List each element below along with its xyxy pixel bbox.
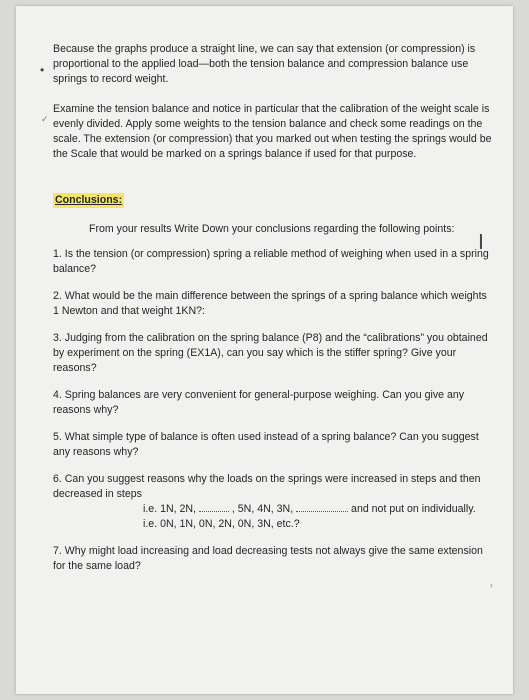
conclusions-intro: From your results Write Down your conclusions regarding the following points:	[89, 223, 455, 235]
q6-blank-1	[199, 511, 229, 512]
question-4: 4. Spring balances are very convenient for general-purpose weighing. Can you give any reasons why?	[53, 389, 465, 416]
question-2: 2. What would be the main difference between the springs of a spring balance which weights 1 Newton and that weight 1KN?:	[53, 290, 487, 317]
bullet-mark: •	[40, 63, 45, 77]
check-mark-icon: ✓	[41, 114, 49, 124]
text-cursor-icon: I	[478, 230, 484, 254]
question-6: 6. Can you suggest reasons why the loads on the springs were increased in steps and then decreased in steps	[53, 473, 481, 500]
q6-line1-middle: , 5N, 4N, 3N,	[231, 503, 294, 515]
conclusions-heading: Conclusions:	[55, 194, 123, 206]
question-1: 1. Is the tension (or compression) spring a reliable method of weighing when used in a spring balance?	[53, 248, 489, 275]
paragraph-tension-balance: Examine the tension balance and notice in particular that the calibration of the weight scale is evenly divided. Apply some weights to the tension balance and check some readings on the scale. The extension (or compression) that you marked out when testing the springs would be the Scale that would be marked on a springs balance if used for that purpose.	[53, 103, 492, 160]
question-6-example-1	[53, 502, 493, 517]
question-7: 7. Why might load increasing and load decreasing tests not always give the same extension for the same load?	[53, 545, 483, 572]
question-5: 5. What simple type of balance is often used instead of a spring balance? Can you suggest any reasons why?	[53, 431, 479, 458]
q6-line1-start: i.e. 1N, 2N,	[143, 503, 196, 515]
q6-line1-end: and not put on individually.	[351, 503, 476, 515]
document-content	[53, 42, 493, 586]
question-6-block	[53, 472, 493, 532]
document-page	[16, 6, 513, 694]
chevron-left-icon: ‹	[490, 580, 493, 590]
q6-blank-2	[296, 511, 348, 512]
question-6-example-2: i.e. 0N, 1N, 0N, 2N, 0N, 3N, etc.?	[143, 518, 300, 530]
paragraph-proportional: Because the graphs produce a straight line, we can say that extension (or compression) is proportional to the applied load—both the tension balance and compression balance use springs to record weight.	[53, 43, 476, 85]
question-3: 3. Judging from the calibration on the spring balance (P8) and the “calibrations” you obtained by experiment on the spring (EX1A), can you say which is the stiffer spring? Give your reasons?	[53, 332, 488, 374]
